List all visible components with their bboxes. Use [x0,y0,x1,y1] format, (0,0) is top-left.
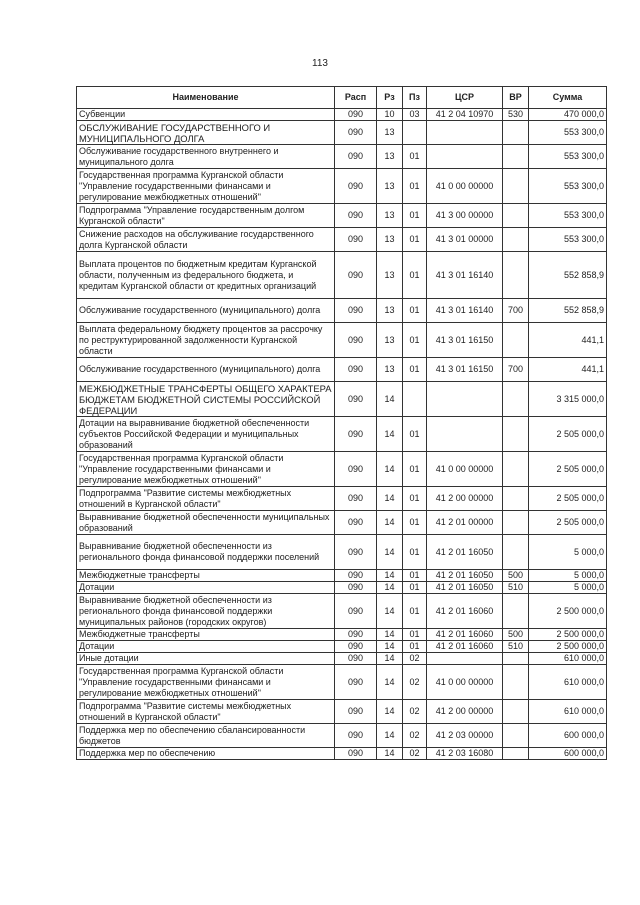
row-csr: 41 3 01 16150 [427,323,503,358]
row-sum: 600 000,0 [529,724,607,748]
row-rasp: 090 [335,358,377,382]
row-pz: 01 [403,511,427,535]
row-vr: 700 [503,299,529,323]
row-vr [503,417,529,452]
table-row [77,382,607,417]
row-sum: 441,1 [529,358,607,382]
row-name: Дотации [77,641,335,653]
row-csr: 41 2 01 16050 [427,570,503,582]
row-rz: 13 [377,323,403,358]
row-sum: 3 315 000,0 [529,382,607,417]
row-name: Обслуживание государственного (муниципального) долга [77,299,335,323]
row-name: Выравнивание бюджетной обеспеченности из регионального фонда финансовой поддержки муниципальных районов (городских округов) [77,594,335,629]
row-rz: 13 [377,228,403,252]
row-rasp: 090 [335,724,377,748]
row-name: Обслуживание государственного внутреннего и муниципального долга [77,145,335,169]
row-name: Государственная программа Курганской области "Управление государственными финансами и регулирование межбюджетных отношений" [77,665,335,700]
row-rasp: 090 [335,145,377,169]
row-sum: 441,1 [529,323,607,358]
row-pz: 01 [403,487,427,511]
row-name: Дотации [77,582,335,594]
table-row [77,700,607,724]
row-rz: 13 [377,358,403,382]
row-sum: 470 000,0 [529,109,607,121]
row-vr [503,700,529,724]
row-pz: 01 [403,323,427,358]
row-rasp: 090 [335,228,377,252]
table-row [77,169,607,204]
table-row [77,570,607,582]
row-name: Выплата процентов по бюджетным кредитам Курганской области, полученным из федерального бюджета, и кредитам Курганской области от кредитных организаций [77,252,335,299]
table-row [77,252,607,299]
row-vr [503,121,529,145]
row-rz: 14 [377,594,403,629]
row-sum: 2 505 000,0 [529,511,607,535]
row-csr: 41 2 01 16060 [427,594,503,629]
row-rasp: 090 [335,535,377,570]
row-csr: 41 2 00 00000 [427,487,503,511]
budget-table [76,86,607,760]
row-rz: 14 [377,487,403,511]
row-csr: 41 3 01 00000 [427,228,503,252]
table-header-row [77,87,607,109]
table-row [77,653,607,665]
row-rz: 13 [377,204,403,228]
row-rz: 14 [377,629,403,641]
row-pz: 01 [403,145,427,169]
row-name: Государственная программа Курганской области "Управление государственными финансами и регулирование межбюджетных отношений" [77,169,335,204]
table-row [77,323,607,358]
row-pz: 01 [403,228,427,252]
table-row [77,452,607,487]
row-vr [503,487,529,511]
row-name: Подпрограмма "Управление государственным долгом Курганской области" [77,204,335,228]
row-csr: 41 2 04 10970 [427,109,503,121]
table-row [77,629,607,641]
row-rasp: 090 [335,382,377,417]
row-rasp: 090 [335,594,377,629]
row-pz: 01 [403,570,427,582]
row-csr: 41 2 01 16050 [427,582,503,594]
row-rasp: 090 [335,109,377,121]
row-rasp: 090 [335,641,377,653]
table-row [77,299,607,323]
header-pz: Пз [403,87,427,109]
row-pz: 01 [403,594,427,629]
table-row [77,109,607,121]
row-name: Поддержка мер по обеспечению [77,748,335,760]
row-csr: 41 3 01 16140 [427,299,503,323]
row-pz [403,382,427,417]
row-sum: 610 000,0 [529,665,607,700]
row-pz: 01 [403,169,427,204]
row-rz: 14 [377,452,403,487]
row-rz: 13 [377,145,403,169]
row-rasp: 090 [335,169,377,204]
row-rasp: 090 [335,299,377,323]
row-csr: 41 2 03 16080 [427,748,503,760]
row-name: Межбюджетные трансферты [77,570,335,582]
row-rasp: 090 [335,252,377,299]
row-rz: 14 [377,582,403,594]
row-csr: 41 0 00 00000 [427,452,503,487]
row-rasp: 090 [335,452,377,487]
row-name: Обслуживание государственного (муниципального) долга [77,358,335,382]
row-pz: 02 [403,653,427,665]
row-name: Субвенции [77,109,335,121]
header-rasp: Расп [335,87,377,109]
table-row [77,641,607,653]
row-rasp: 090 [335,700,377,724]
header-vr: ВР [503,87,529,109]
row-sum: 5 000,0 [529,582,607,594]
row-rasp: 090 [335,582,377,594]
row-rasp: 090 [335,665,377,700]
row-rasp: 090 [335,487,377,511]
row-rz: 14 [377,417,403,452]
row-rz: 14 [377,570,403,582]
row-vr [503,323,529,358]
row-vr [503,748,529,760]
row-rz: 14 [377,641,403,653]
row-pz: 02 [403,724,427,748]
row-sum: 2 505 000,0 [529,417,607,452]
row-csr: 41 3 01 16140 [427,252,503,299]
row-vr: 510 [503,582,529,594]
row-pz: 01 [403,299,427,323]
row-vr [503,169,529,204]
row-sum: 5 000,0 [529,570,607,582]
row-name: Государственная программа Курганской области "Управление государственными финансами и регулирование межбюджетных отношений" [77,452,335,487]
row-vr [503,511,529,535]
row-vr [503,252,529,299]
row-rasp: 090 [335,748,377,760]
row-rasp: 090 [335,121,377,145]
row-rasp: 090 [335,417,377,452]
row-csr [427,145,503,169]
row-csr: 41 3 00 00000 [427,204,503,228]
row-rz: 13 [377,299,403,323]
row-rz: 13 [377,121,403,145]
row-sum: 2 505 000,0 [529,452,607,487]
row-sum: 610 000,0 [529,653,607,665]
row-pz: 01 [403,452,427,487]
header-name: Наименование [77,87,335,109]
table-row [77,582,607,594]
row-pz: 01 [403,204,427,228]
table-row [77,665,607,700]
header-sum: Сумма [529,87,607,109]
table-row [77,145,607,169]
row-pz: 01 [403,582,427,594]
row-sum: 552 858,9 [529,252,607,299]
row-sum: 2 500 000,0 [529,629,607,641]
row-rz: 14 [377,535,403,570]
row-pz: 01 [403,629,427,641]
table-row [77,204,607,228]
table-row [77,748,607,760]
row-pz: 01 [403,417,427,452]
table-row [77,417,607,452]
row-name: Выплата федеральному бюджету процентов за рассрочку по реструктурированной задолженности Курганской области [77,323,335,358]
row-csr [427,417,503,452]
row-sum: 553 300,0 [529,169,607,204]
row-vr [503,145,529,169]
table-row [77,594,607,629]
row-rz: 14 [377,748,403,760]
row-name: Выравнивание бюджетной обеспеченности из регионального фонда финансовой поддержки поселений [77,535,335,570]
row-rz: 14 [377,724,403,748]
row-pz: 01 [403,252,427,299]
row-rz: 14 [377,653,403,665]
row-vr: 530 [503,109,529,121]
row-pz: 02 [403,748,427,760]
row-rz: 14 [377,511,403,535]
row-csr: 41 2 01 16050 [427,535,503,570]
row-rz: 13 [377,252,403,299]
row-sum: 600 000,0 [529,748,607,760]
row-name: Иные дотации [77,653,335,665]
table-row [77,358,607,382]
row-csr: 41 3 01 16150 [427,358,503,382]
row-pz: 01 [403,641,427,653]
row-name: МЕЖБЮДЖЕТНЫЕ ТРАНСФЕРТЫ ОБЩЕГО ХАРАКТЕРА БЮДЖЕТАМ БЮДЖЕТНОЙ СИСТЕМЫ РОССИЙСКОЙ ФЕДЕРАЦИИ [77,382,335,417]
row-sum: 2 505 000,0 [529,487,607,511]
row-rz: 14 [377,665,403,700]
row-vr: 500 [503,570,529,582]
row-csr: 41 0 00 00000 [427,665,503,700]
row-csr: 41 0 00 00000 [427,169,503,204]
row-name: Межбюджетные трансферты [77,629,335,641]
table-row [77,121,607,145]
table-row [77,511,607,535]
row-csr [427,382,503,417]
row-csr [427,653,503,665]
page-number: 113 [312,58,328,69]
row-sum: 552 858,9 [529,299,607,323]
row-vr [503,452,529,487]
row-name: Подпрограмма "Развитие системы межбюджетных отношений в Курганской области" [77,487,335,511]
row-name: Выравнивание бюджетной обеспеченности муниципальных образований [77,511,335,535]
row-pz: 03 [403,109,427,121]
row-vr [503,724,529,748]
row-sum: 553 300,0 [529,145,607,169]
row-csr: 41 2 01 16060 [427,629,503,641]
row-vr: 510 [503,641,529,653]
row-vr [503,204,529,228]
row-sum: 610 000,0 [529,700,607,724]
row-vr [503,665,529,700]
row-name: Снижение расходов на обслуживание государственного долга Курганской области [77,228,335,252]
row-sum: 2 500 000,0 [529,641,607,653]
row-vr: 700 [503,358,529,382]
row-rasp: 090 [335,323,377,358]
row-pz: 01 [403,358,427,382]
row-rz: 13 [377,169,403,204]
row-vr: 500 [503,629,529,641]
table-body [77,109,607,760]
row-vr [503,594,529,629]
row-sum: 553 300,0 [529,121,607,145]
row-rasp: 090 [335,653,377,665]
row-csr: 41 2 01 16060 [427,641,503,653]
row-rasp: 090 [335,511,377,535]
table-row [77,228,607,252]
row-pz [403,121,427,145]
row-rasp: 090 [335,570,377,582]
row-sum: 553 300,0 [529,228,607,252]
row-csr: 41 2 00 00000 [427,700,503,724]
row-csr: 41 2 01 00000 [427,511,503,535]
row-csr: 41 2 03 00000 [427,724,503,748]
table-row [77,487,607,511]
row-vr [503,228,529,252]
row-rasp: 090 [335,629,377,641]
header-rz: Рз [377,87,403,109]
row-rz: 14 [377,700,403,724]
row-vr [503,653,529,665]
row-name: Дотации на выравнивание бюджетной обеспеченности субъектов Российской Федерации и муниципальных образований [77,417,335,452]
row-rz: 14 [377,382,403,417]
row-rz: 10 [377,109,403,121]
row-sum: 2 500 000,0 [529,594,607,629]
row-pz: 01 [403,535,427,570]
row-pz: 02 [403,665,427,700]
table-row [77,535,607,570]
row-vr [503,382,529,417]
row-vr [503,535,529,570]
row-name: Подпрограмма "Развитие системы межбюджетных отношений в Курганской области" [77,700,335,724]
row-sum: 5 000,0 [529,535,607,570]
row-name: ОБСЛУЖИВАНИЕ ГОСУДАРСТВЕННОГО И МУНИЦИПАЛЬНОГО ДОЛГА [77,121,335,145]
table-row [77,724,607,748]
row-csr [427,121,503,145]
row-sum: 553 300,0 [529,204,607,228]
header-csr: ЦСР [427,87,503,109]
row-name: Поддержка мер по обеспечению сбалансированности бюджетов [77,724,335,748]
row-pz: 02 [403,700,427,724]
row-rasp: 090 [335,204,377,228]
